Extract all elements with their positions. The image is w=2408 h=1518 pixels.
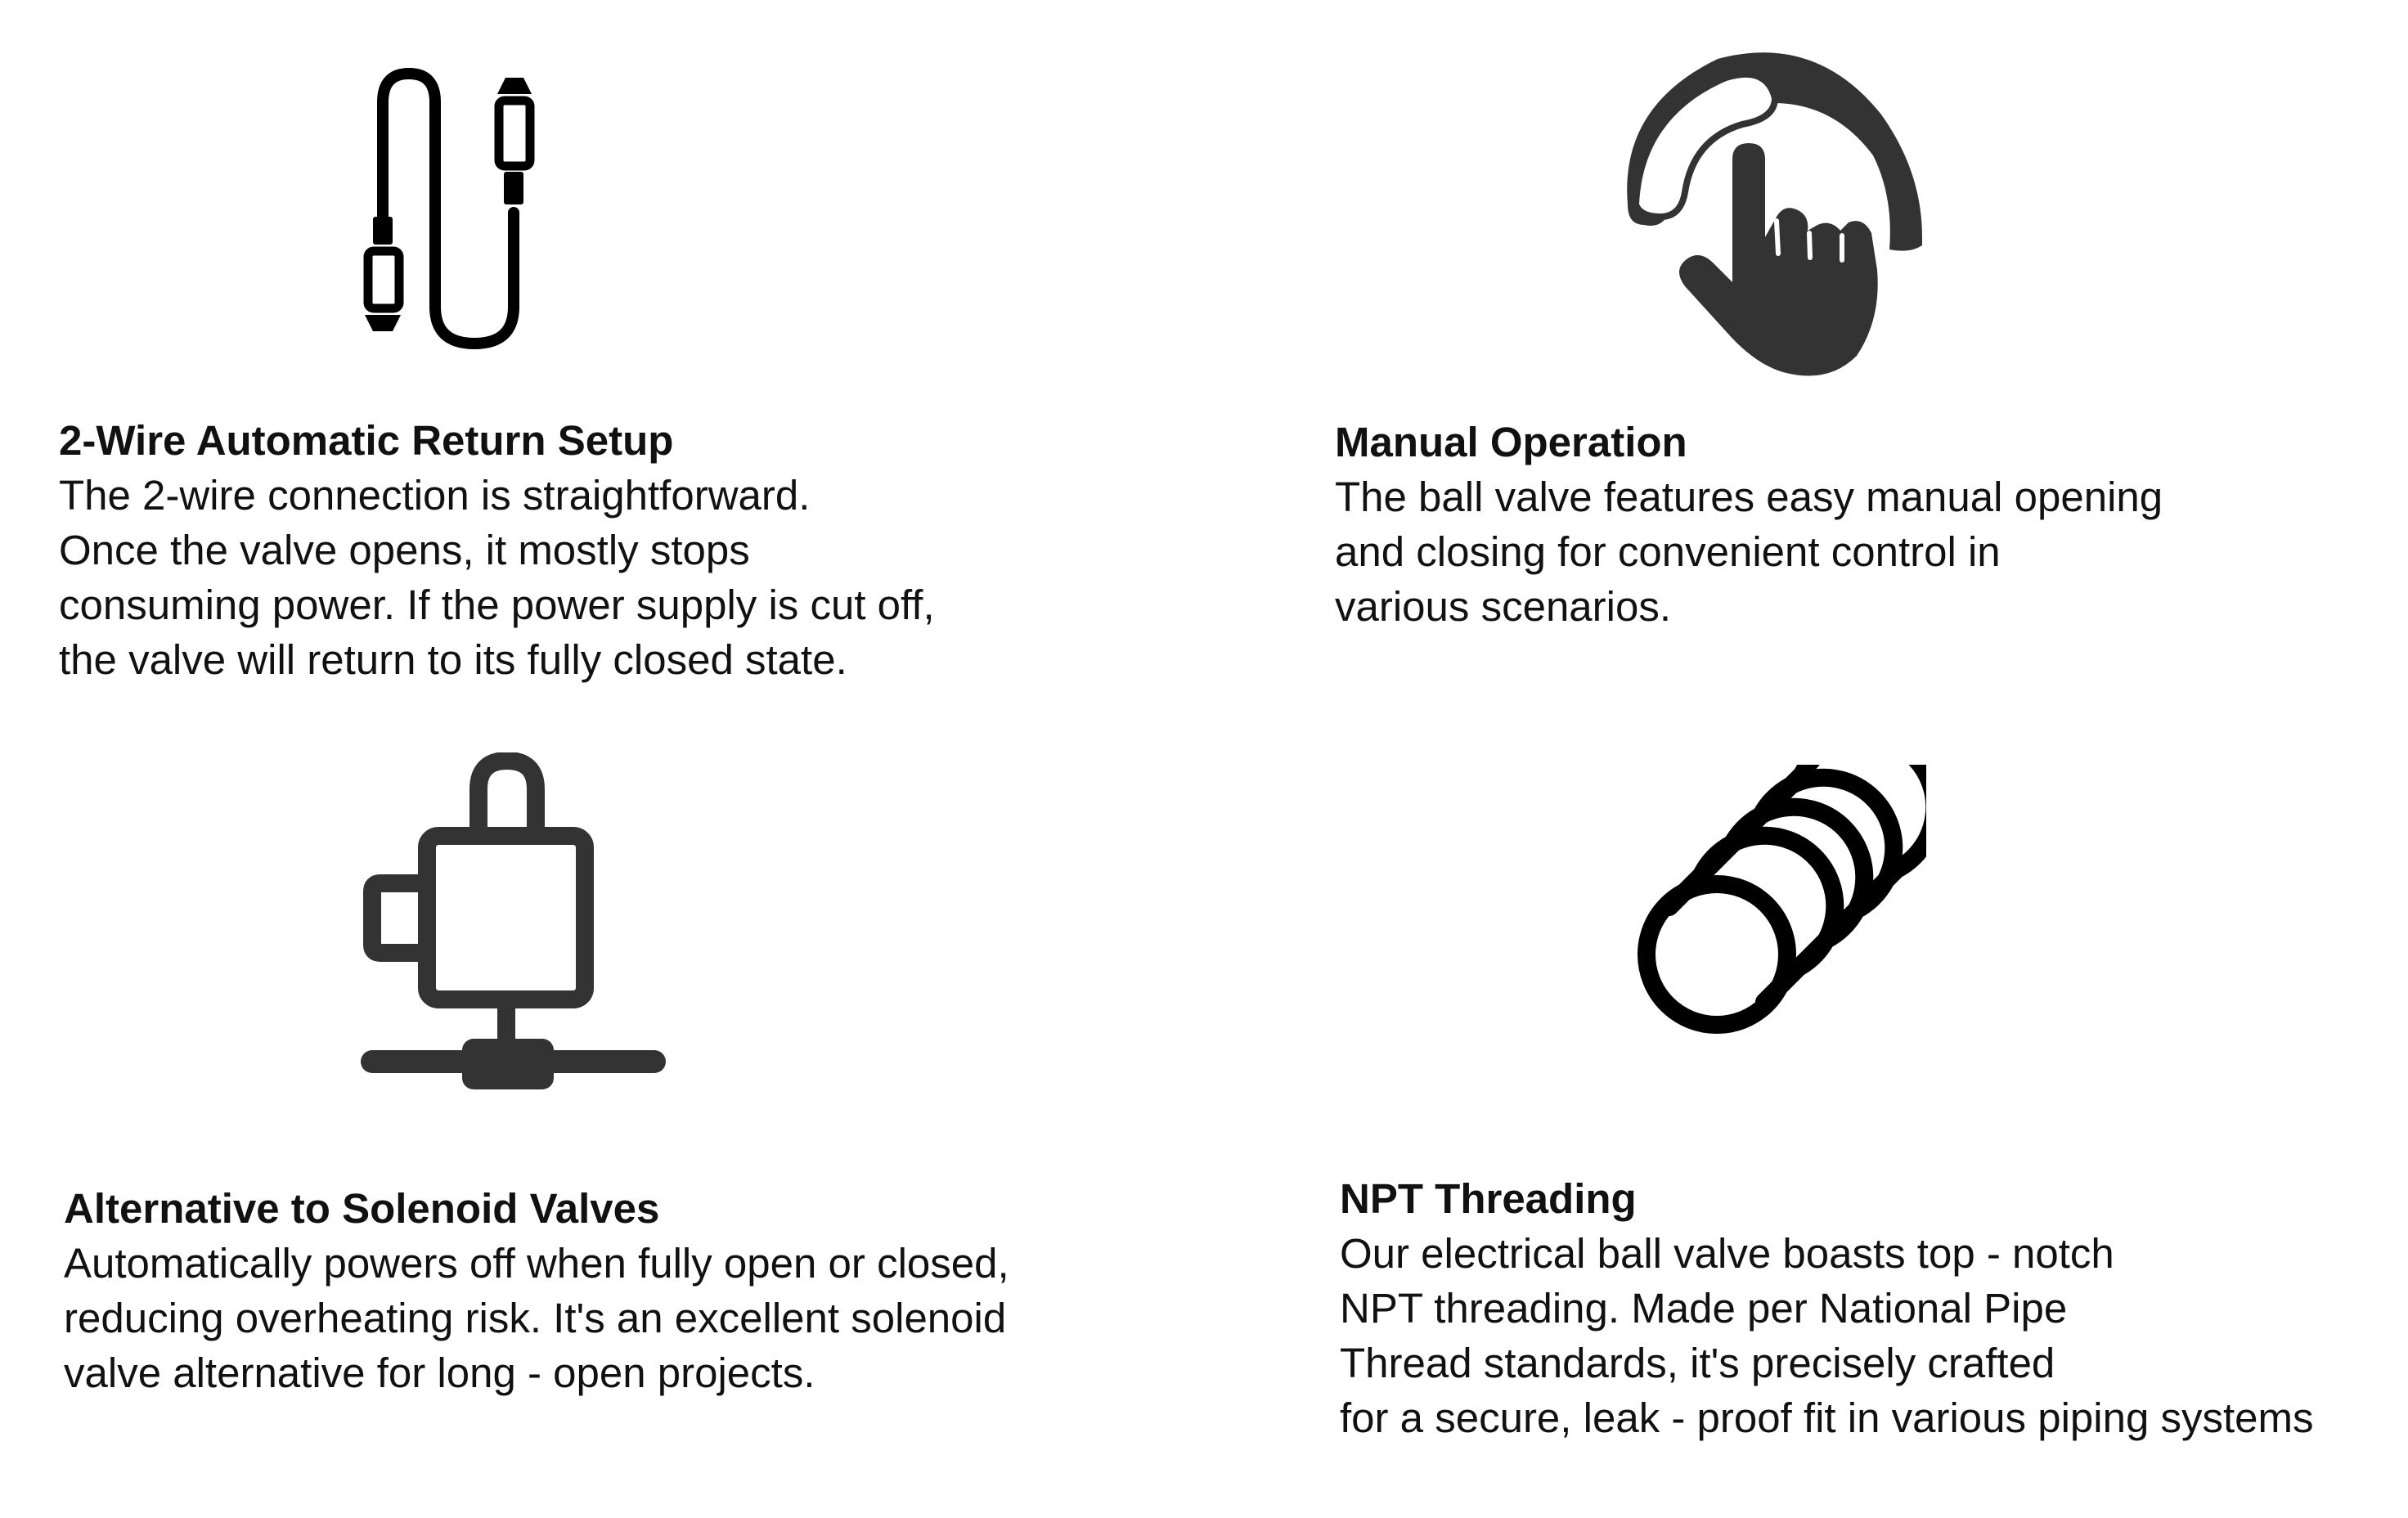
feature-block-solenoid-alternative <box>64 1181 1009 1400</box>
feature-line: Our electrical ball valve boasts top - notch <box>1340 1230 2114 1277</box>
feature-title: Manual Operation <box>1335 419 1687 465</box>
feature-line: The 2-wire connection is straightforward. <box>59 472 811 519</box>
feature-title: NPT Threading <box>1340 1175 1637 1222</box>
feature-line: Once the valve opens, it mostly stops <box>59 527 750 573</box>
feature-line: and closing for convenient control in <box>1335 528 2001 575</box>
hand-pointer-icon <box>1603 49 1930 376</box>
feature-line: various scenarios. <box>1335 583 1672 630</box>
feature-line: the valve will return to its fully closed state. <box>59 636 847 683</box>
feature-line: NPT threading. Made per National Pipe <box>1340 1285 2068 1332</box>
feature-block-2-wire <box>59 413 935 687</box>
threaded-pipe-icon <box>1599 765 1926 1092</box>
feature-line: Automatically powers off when fully open or closed, <box>64 1240 1009 1287</box>
feature-title: 2-Wire Automatic Return Setup <box>59 417 674 464</box>
feature-title: Alternative to Solenoid Valves <box>64 1185 660 1232</box>
feature-line: valve alternative for long - open projects. <box>64 1350 815 1396</box>
feature-line: consuming power. If the power supply is cut off, <box>59 582 935 628</box>
feature-block-npt-threading <box>1340 1171 2314 1445</box>
valve-actuator-icon <box>339 752 667 1096</box>
feature-line: The ball valve features easy manual opening <box>1335 474 2163 520</box>
cable-plug-icon <box>344 61 638 356</box>
feature-block-manual-operation <box>1335 415 2163 634</box>
feature-line: reducing overheating risk. It's an excellent solenoid <box>64 1295 1007 1341</box>
feature-line: Thread standards, it's precisely crafted <box>1340 1340 2055 1386</box>
feature-line: for a secure, leak - proof fit in various piping systems <box>1340 1394 2314 1441</box>
